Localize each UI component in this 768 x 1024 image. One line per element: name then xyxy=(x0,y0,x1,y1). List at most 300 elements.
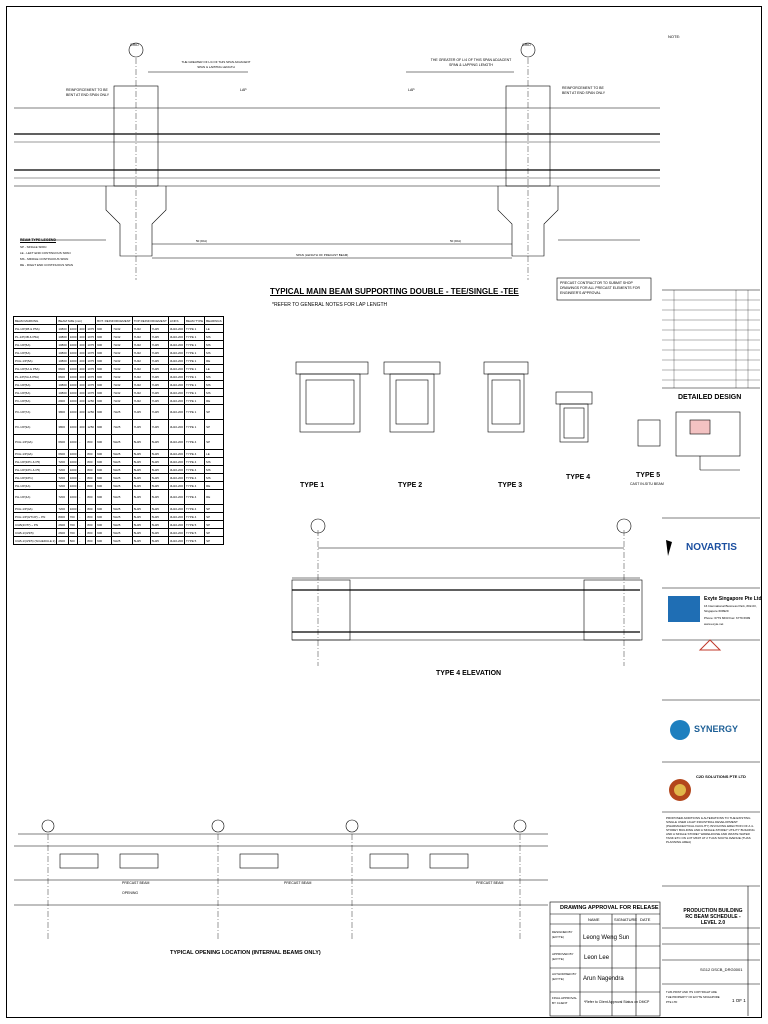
novartis-logo-mark xyxy=(666,540,672,556)
table-cell: 800 xyxy=(86,435,96,450)
approval-name: Arun Nagendra xyxy=(583,976,624,982)
table-cell: 10800 xyxy=(58,342,67,347)
table-cell: 800 xyxy=(86,537,96,545)
table-cell: 5H25 xyxy=(150,490,168,505)
table-cell: 5H25 xyxy=(112,458,133,466)
table-cell: PH-1/P(3/P1) xyxy=(14,474,57,482)
table-cell: 1000 xyxy=(69,342,77,347)
table-cell: - xyxy=(78,450,86,458)
table-cell: 7H25 xyxy=(112,405,133,420)
table-row xyxy=(14,458,224,466)
table-cell: 1000 xyxy=(69,382,77,387)
table-cell: 7H32 xyxy=(112,389,133,397)
table-cell: 8000 xyxy=(57,513,68,521)
table-cell: 7H25 xyxy=(150,325,168,333)
table-cell: CGB-1/(3/3/5) (SCHEDULE 2) xyxy=(15,538,56,543)
table-row xyxy=(14,405,224,420)
table-cell: - xyxy=(78,435,86,450)
table-cell: 5H25 xyxy=(132,505,150,513)
table-cell: 7H25 xyxy=(150,397,168,405)
table-cell: 5H25 xyxy=(150,529,168,537)
table-cell: 7H32 xyxy=(132,373,150,381)
grid-label-right: GRID xyxy=(522,43,531,47)
table-row xyxy=(14,357,224,365)
table-cell: 800 xyxy=(86,466,96,474)
table-cell: 5H25 xyxy=(112,474,133,482)
type-2-label: TYPE 2 xyxy=(398,482,423,489)
table-cell: 3H10-200 xyxy=(168,490,184,505)
table-cell: 800 xyxy=(86,474,96,482)
table-cell: 6600 xyxy=(57,435,68,450)
table-row xyxy=(14,435,224,450)
table-cell: TYPE 4 xyxy=(185,450,205,458)
table-cell: 600 xyxy=(96,435,112,450)
table-cell: 7H32 xyxy=(132,389,150,397)
table-cell: - xyxy=(78,466,86,474)
table-header-cell: BEAM MARKING xyxy=(14,317,57,325)
dim-label-left: 50 (DIA) xyxy=(196,239,208,243)
table-cell: 800 xyxy=(86,482,96,490)
table-cell: 1000 xyxy=(69,467,77,472)
table-cell: 1000 xyxy=(68,405,78,420)
notes-label: NOTE: xyxy=(668,34,681,39)
table-cell: 7H32 xyxy=(112,349,133,357)
table-cell: 1000 xyxy=(69,451,77,456)
table-cell: 3H10-200 xyxy=(169,390,183,395)
table-cell: 3H10-200 xyxy=(169,374,183,379)
table-header-cell: BEAM TYPE xyxy=(186,318,204,323)
table-cell: 10800 xyxy=(58,358,67,363)
table-cell: 1250 xyxy=(86,405,96,420)
table-cell: TYPE 1 xyxy=(185,373,205,381)
table-cell: - xyxy=(78,521,86,529)
table-cell: 5H25 xyxy=(112,482,133,490)
table-cell: 900 xyxy=(96,325,112,333)
table-cell: 800 xyxy=(86,458,96,466)
table-cell: 1075 xyxy=(87,366,95,371)
table-row xyxy=(14,521,224,529)
table-cell: 1000 xyxy=(69,506,77,511)
table-cell: 900 xyxy=(96,381,112,389)
table-cell: 7H25 xyxy=(150,357,168,365)
table-header-cell: LINKS xyxy=(168,317,184,325)
table-cell: 5H25 xyxy=(112,435,133,450)
table-cell: 600 xyxy=(96,513,112,521)
table-cell: PCH-1/P(4/T1/P) ~ PN xyxy=(14,513,57,521)
table-cell: 1000 xyxy=(69,483,77,488)
table-cell: 7H25 xyxy=(150,381,168,389)
table-cell: 600 xyxy=(96,505,112,513)
table-cell: 400 xyxy=(79,382,85,387)
table-cell: - xyxy=(78,482,86,490)
drawing-title: PRODUCTION BUILDING RC BEAM SCHEDULE - LEVEL 2.0 xyxy=(683,908,743,926)
copyright-note: THIS PRINT AND ITS COPYRIGHT ARE THE PROPERTY OF EXYTE SINGAPORE PTE LTD xyxy=(666,990,720,1004)
table-cell: 400 xyxy=(79,350,85,355)
main-title: TYPICAL MAIN BEAM SUPPORTING DOUBLE - TEE/SINGLE -TEE xyxy=(270,287,519,296)
table-cell: 5H25 xyxy=(150,474,168,482)
table-cell: 1000 xyxy=(68,435,78,450)
table-cell: CGB(4/7/P) ~ PN xyxy=(14,521,57,529)
table-cell: TYPE 4 xyxy=(185,458,205,466)
table-cell: 1000 xyxy=(69,459,77,464)
table-cell: LE xyxy=(205,450,224,458)
table-cell: 400 xyxy=(78,405,86,420)
table-cell: 5H25 xyxy=(132,474,150,482)
table-cell: MS xyxy=(205,341,224,349)
table-cell: 400 xyxy=(79,342,85,347)
table-cell: PH-1/P(5A) xyxy=(14,349,57,357)
table-cell: 7H32 xyxy=(112,365,133,373)
table-cell: TYPE 1 xyxy=(185,381,205,389)
table-cell: 900 xyxy=(96,333,112,341)
table-cell: PH-1/P(5A) xyxy=(14,381,57,389)
table-cell: 600 xyxy=(96,466,112,474)
table-cell: 7H32 xyxy=(112,381,133,389)
table-cell: 7200 xyxy=(57,505,68,513)
table-cell: 3H10-200 xyxy=(169,483,183,488)
table-cell: 3H10-200 xyxy=(169,514,183,519)
table-row xyxy=(14,381,224,389)
table-cell: 600 xyxy=(96,521,112,529)
table-row xyxy=(14,420,224,435)
civil-consultant-name: C2D SOLUTIONS PTE LTD xyxy=(696,774,746,779)
approval-title: DRAWING APPROVAL FOR RELEASE xyxy=(560,905,659,911)
table-row xyxy=(14,325,224,333)
table-cell: PH-1/P(4A) xyxy=(14,490,57,505)
table-cell: 3800 xyxy=(57,405,68,420)
table-cell: PCH-1/P(4A) xyxy=(14,450,57,458)
table-cell: 1000 xyxy=(69,390,77,395)
table-cell: CGB-1/(3/3/5) xyxy=(14,529,57,537)
table-cell: TYPE 1 xyxy=(185,357,205,365)
table-cell: PH-1/P(3/P1 & P5) xyxy=(14,466,57,474)
table-cell: 5H25 xyxy=(150,466,168,474)
table-row xyxy=(14,505,224,513)
table-cell: 5H25 xyxy=(150,521,168,529)
table-cell: RE xyxy=(205,482,224,490)
table-cell: 1075 xyxy=(87,390,95,395)
table-row xyxy=(14,513,224,521)
table-cell: 2600 xyxy=(57,537,68,545)
table-cell: TYPE 1 xyxy=(185,389,205,397)
type-4-label: TYPE 4 xyxy=(566,474,591,481)
table-cell: 3H10-200 xyxy=(169,467,183,472)
table-cell: 900 xyxy=(96,420,112,435)
table-cell: 1250 xyxy=(87,398,95,403)
table-cell: 3H10-200 xyxy=(169,358,183,363)
table-cell: 900 xyxy=(96,341,112,349)
table-cell: 1000 xyxy=(69,326,77,331)
table-row xyxy=(14,349,224,357)
table-cell: - xyxy=(78,537,86,545)
sheet-number: 1 OF 1 xyxy=(732,998,746,1003)
table-cell: LE xyxy=(205,365,224,373)
table-cell: 5H25 xyxy=(150,435,168,450)
table-cell: 2600 xyxy=(57,521,68,529)
table-cell: 7H25 xyxy=(150,405,168,420)
table-cell: 5H25 xyxy=(132,537,150,545)
precast-note: PRECAST CONTRACTOR TO SUBMIT SHOP DRAWINGS FOR ALL PRECAST ELEMENTS FOR ENGINEER'S APPROVAL xyxy=(560,281,640,295)
table-cell: 3H10-200 xyxy=(169,382,183,387)
table-cell: 2900 xyxy=(57,397,68,405)
bottom-label: PRECAST BEAM xyxy=(122,881,150,885)
table-cell: 600 xyxy=(96,537,112,545)
legend-item: RE - RIGHT END CONTINUOUS SPAN xyxy=(20,263,74,267)
table-row xyxy=(14,365,224,373)
sub-title: *REFER TO GENERAL NOTES FOR LAP LENGTH xyxy=(272,302,388,308)
table-cell: PCH-1/P(4A) xyxy=(14,435,57,450)
table-cell: 800 xyxy=(86,505,96,513)
approval-name: Leong Weng Sun xyxy=(583,935,630,941)
table-cell: 5H25 xyxy=(132,482,150,490)
table-cell: SP xyxy=(205,537,224,545)
span-note-left: THE GREATER OF L/4 OF THIS SPAN ADJACENT SPAN & LAPPING LENGTH xyxy=(181,60,251,69)
table-cell: 1075 xyxy=(87,374,95,379)
lap-label-left: LAP xyxy=(240,88,247,92)
legend-title: BEAM TYPE LEGEND xyxy=(20,238,56,242)
table-cell: PL-1/P(5A & P5A) xyxy=(14,373,57,381)
table-cell: 800 xyxy=(86,521,96,529)
table-cell: PC-1/P(5A) xyxy=(14,397,57,405)
table-cell: 1075 xyxy=(87,334,95,339)
table-cell: 1075 xyxy=(87,350,95,355)
table-cell: SP xyxy=(205,513,224,521)
table-row xyxy=(14,397,224,405)
table-cell: 3H10-200 xyxy=(169,326,183,331)
table-cell: 7200 xyxy=(57,474,68,482)
table-cell: 800 xyxy=(86,513,96,521)
approval-col-date: DATE xyxy=(640,917,651,922)
table-cell: 3H10-200 xyxy=(169,342,183,347)
table-cell: 10800 xyxy=(58,326,67,331)
table-cell: PCH-1/P(4A) xyxy=(14,505,57,513)
table-cell: 1000 xyxy=(69,398,77,403)
legend-item: LE - LEFT END CONTINUOUS SPAN xyxy=(20,251,71,255)
table-row xyxy=(14,537,224,545)
table-cell: 7H32 xyxy=(112,397,133,405)
table-cell: 7200 xyxy=(57,466,68,474)
approval-role: APPROVED BY (EXYTE) xyxy=(552,952,574,961)
table-cell: PCH-1/P(5A) xyxy=(14,357,57,365)
table-cell: PH-1/P(4A) xyxy=(14,482,57,490)
table-cell: 5H25 xyxy=(150,505,168,513)
type-5-label: TYPE 5 xyxy=(636,472,661,479)
approval-name: Leon Lee xyxy=(584,955,610,961)
table-cell: 5H25 xyxy=(132,513,150,521)
bottom-label: PRECAST BEAM xyxy=(476,881,504,885)
table-cell: TYPE 1 xyxy=(185,365,205,373)
type-5-subtitle: CAST IN-SITU BEAM xyxy=(630,482,664,486)
table-cell: 3H10-200 xyxy=(168,405,184,420)
table-header-row xyxy=(14,317,224,325)
table-cell: 7H32 xyxy=(132,333,150,341)
contractor-address: 16 International Business Park, #02-03, Singapore 609929 xyxy=(704,604,757,613)
table-cell: 3H10-200 xyxy=(169,530,183,535)
table-cell: 700 xyxy=(68,529,78,537)
table-cell: 400 xyxy=(79,366,85,371)
approval-role: DESIGNED BY (EXYTE) xyxy=(552,930,573,939)
table-cell: 1000 xyxy=(68,490,78,505)
table-cell: TYPE 1 xyxy=(185,333,205,341)
detailed-design-label: DETAILED DESIGN xyxy=(678,394,742,401)
project-title: PROPOSED ADDITIONS & ALTERATIONS TO THE EXISTING SINGLE USER LIGHT INDUSTRIAL DEVELOPMENT (PHARMACEUTICAL FACILITY) INVOLVING ERECTION OF A 4-STOREY BUILDING AND A SINGLE-STOREY UTILITY BUILDING AND A SINGLE STOREY WAREHOUSE AND WASTE WATER TANK ETC ON LOT MK07 AT 2 TUAS SOUTH AVENUE (TUAS PLANNING AREA) xyxy=(666,816,755,844)
table-cell: 400 xyxy=(79,358,85,363)
table-cell: TYPE 4 xyxy=(185,513,205,521)
table-cell: 5H25 xyxy=(132,458,150,466)
table-cell: SP xyxy=(205,529,224,537)
table-cell: 5H25 xyxy=(132,466,150,474)
table-cell: MS xyxy=(205,474,224,482)
lap-label-right: LAP xyxy=(408,88,415,92)
table-cell: 1000 xyxy=(68,420,78,435)
table-cell: 5H25 xyxy=(150,458,168,466)
table-cell: TYPE 4 xyxy=(185,505,205,513)
dim-label-right: 50 (DIA) xyxy=(450,239,462,243)
table-cell: 600 xyxy=(96,490,112,505)
table-cell: 900 xyxy=(96,357,112,365)
bottom-label: PRECAST BEAM xyxy=(284,881,312,885)
table-cell: 1075 xyxy=(87,358,95,363)
table-cell: 7H25 xyxy=(150,341,168,349)
table-cell: - xyxy=(78,505,86,513)
table-cell: 800 xyxy=(86,450,96,458)
table-cell: MS xyxy=(205,458,224,466)
table-cell: 600 xyxy=(96,474,112,482)
table-header-cell: TOP REINFORCEMENT xyxy=(133,318,167,323)
table-cell: PH-1/P(5A) xyxy=(14,389,57,397)
table-cell: 5H25 xyxy=(112,513,133,521)
reinforcement-note-right: REINFORCEMENT TO BE BENT AT END SPAN ONLY xyxy=(562,86,606,95)
table-cell: RE xyxy=(205,490,224,505)
table-cell: 3H10-200 xyxy=(169,459,183,464)
table-cell: RE xyxy=(205,357,224,365)
table-cell: 10800 xyxy=(58,334,67,339)
table-cell: 7H25 xyxy=(150,349,168,357)
table-cell: 6600 xyxy=(57,450,68,458)
client-logo-text: NOVARTIS xyxy=(686,542,737,553)
legend-item: SP - SINGLE SPAN xyxy=(20,245,47,249)
table-cell: TYPE 1 xyxy=(185,405,205,420)
table-cell: 3H10-200 xyxy=(169,475,183,480)
table-cell: 10800 xyxy=(58,382,67,387)
table-cell: MS xyxy=(205,333,224,341)
table-cell: MS xyxy=(205,373,224,381)
table-cell: 900 xyxy=(96,349,112,357)
table-row xyxy=(14,529,224,537)
table-cell: 800 xyxy=(86,529,96,537)
approval-role: AUTHORISED BY (EXYTE) xyxy=(552,972,577,981)
table-cell: 7200 xyxy=(57,490,68,505)
table-cell: 1000 xyxy=(69,350,77,355)
table-cell: TYPE 4 xyxy=(185,482,205,490)
table-cell: 5H25 xyxy=(132,450,150,458)
table-cell: 1075 xyxy=(87,382,95,387)
table-cell: TYPE 1 xyxy=(185,397,205,405)
table-cell: 7H32 xyxy=(112,333,133,341)
synergy-logo-text: SYNERGY xyxy=(694,724,739,734)
table-cell: - xyxy=(78,458,86,466)
table-cell: 1000 xyxy=(69,358,77,363)
table-cell: 5H25 xyxy=(112,537,133,545)
table-cell: 1000 xyxy=(69,475,77,480)
table-cell: 1075 xyxy=(87,326,95,331)
table-cell: 7H25 xyxy=(150,333,168,341)
table-cell: 7H32 xyxy=(112,357,133,365)
table-cell: 5H25 xyxy=(112,505,133,513)
table-cell: 3H10-200 xyxy=(169,451,183,456)
table-cell: 1075 xyxy=(87,342,95,347)
table-cell: 6600 xyxy=(57,365,68,373)
table-cell: 5H25 xyxy=(150,482,168,490)
table-cell: 10800 xyxy=(58,390,67,395)
table-cell: PH-1/P(5A & P5A) xyxy=(14,365,57,373)
table-cell: 7H25 xyxy=(150,389,168,397)
table-cell: 7H32 xyxy=(132,325,150,333)
table-cell: 7H32 xyxy=(132,381,150,389)
table-header-cell: BEAM SIZE (mm) xyxy=(57,317,96,325)
table-cell: 5H25 xyxy=(112,450,133,458)
table-cell: 5H25 xyxy=(132,490,150,505)
table-cell: 1000 xyxy=(69,374,77,379)
table-cell: 7H32 xyxy=(132,365,150,373)
table-row xyxy=(14,450,224,458)
table-cell: 600 xyxy=(96,450,112,458)
table-cell: 400 xyxy=(79,374,85,379)
table-cell: 7H25 xyxy=(150,373,168,381)
contractor-web: www.exyte.net xyxy=(704,622,724,626)
table-cell: TYPE 4 xyxy=(185,490,205,505)
table-cell: 7H32 xyxy=(132,357,150,365)
table-cell: TYPE 1 xyxy=(185,349,205,357)
table-cell: 3H10-200 xyxy=(169,538,183,543)
type-3-label: TYPE 3 xyxy=(498,482,523,489)
table-cell: PH-1/P(3B & P5A) xyxy=(14,325,57,333)
table-cell: SP xyxy=(205,505,224,513)
span-length-label: SPAN (LENGTH OF PRECAST BEAM) xyxy=(296,253,349,257)
table-cell: 400 xyxy=(78,420,86,435)
table-row xyxy=(14,373,224,381)
table-cell: 7H25 xyxy=(150,365,168,373)
table-cell: PC-1/P(9A) xyxy=(14,420,57,435)
table-cell: 600 xyxy=(96,529,112,537)
table-cell: 500 xyxy=(68,537,78,545)
table-cell: 400 xyxy=(79,334,85,339)
table-cell: 3H10-200 xyxy=(168,435,184,450)
table-cell: 3H10-200 xyxy=(169,334,183,339)
reinforcement-note-left: REINFORCEMENT TO BE BENT AT END SPAN ONLY xyxy=(66,88,110,97)
table-cell: 900 xyxy=(96,365,112,373)
table-cell: TYPE 5 xyxy=(185,537,205,545)
table-cell: - xyxy=(78,474,86,482)
table-cell: PL-1/P(3B & P5A) xyxy=(14,333,57,341)
exyte-logo-box xyxy=(668,596,700,622)
table-cell: 5H25 xyxy=(132,529,150,537)
table-cell: 5H25 xyxy=(112,490,133,505)
table-cell: 400 xyxy=(79,398,85,403)
table-cell: TYPE 1 xyxy=(185,341,205,349)
bottom-title: TYPICAL OPENING LOCATION (INTERNAL BEAMS ONLY) xyxy=(170,950,321,956)
table-cell: LE xyxy=(205,325,224,333)
table-cell: TYPE 5 xyxy=(185,521,205,529)
table-cell: TYPE 4 xyxy=(185,466,205,474)
table-cell: 5H25 xyxy=(150,513,168,521)
approval-note: *Refer to Client Approval Status on DMCP xyxy=(584,1000,650,1004)
table-cell: 7200 xyxy=(57,458,68,466)
approval-col-signature: SIGNATURE xyxy=(614,917,638,922)
table-cell: PC-1/P(7A) xyxy=(14,405,57,420)
table-cell: 7H25 xyxy=(112,420,133,435)
table-cell: MS xyxy=(205,389,224,397)
